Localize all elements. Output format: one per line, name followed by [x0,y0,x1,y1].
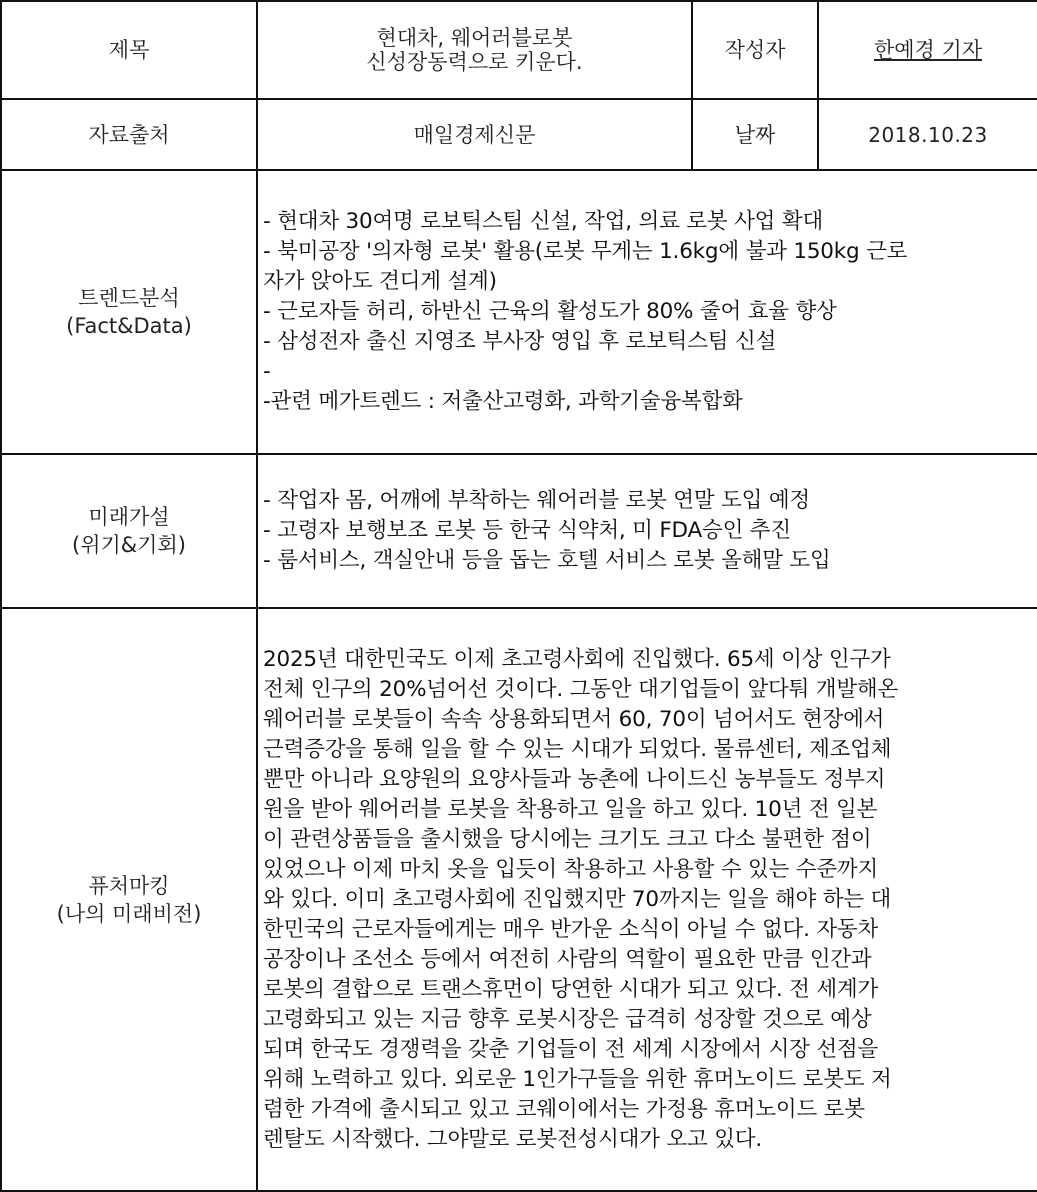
date-value: 2018.10.23 [868,122,988,147]
author-value-cell [818,1,1037,99]
trend-label: 트렌드분석 [78,286,180,310]
future-row [1,454,1037,608]
marking-line: 근력증강을 통해 일을 할 수 있는 시대가 되었다. 물류센터, 제조업체 [263,736,892,762]
marking-line: 와 있다. 이미 초고령사회에 진입했지만 70까지는 일을 해야 하는 대 [263,886,892,912]
future-line: - 룸서비스, 객실안내 등을 돕는 호텔 서비스 로봇 올해말 도입 [263,548,831,573]
marking-line: 렌탈도 시작했다. 그야말로 로봇전성시대가 오고 있다. [263,1126,762,1152]
marking-row [1,608,1037,1191]
marking-line: 원을 받아 웨어러블 로봇을 착용하고 일을 하고 있다. 10년 전 일본 [263,796,878,822]
future-line: - 작업자 몸, 어깨에 부착하는 웨어러블 로봇 연말 도입 예정 [263,488,810,513]
author-label: 작성자 [724,38,786,62]
marking-line: 2025년 대한민국도 이제 초고령사회에 진입했다. 65세 이상 인구가 [263,646,891,672]
marking-label-cell [1,608,257,1191]
source-value: 매일경제신문 [413,122,536,147]
title-row [1,1,1037,99]
future-line: - 고령자 보행보조 로봇 등 한국 식약처, 미 FDA승인 추진 [263,518,791,543]
trend-line: 자가 앉아도 견디게 설계) [263,269,497,294]
date-label-cell [692,99,818,170]
marking-line: 이 관련상품들을 출시했을 당시에는 크기도 크고 다소 불편한 점이 [263,826,872,852]
source-label: 자료출처 [88,122,170,147]
source-label-cell [1,99,257,170]
marking-line: 있었으나 이제 마치 옷을 입듯이 착용하고 사용할 수 있는 수준까지 [263,856,879,882]
future-label-cell [1,454,257,608]
marking-line: 웨어러블 로봇들이 속속 상용화되면서 60, 70이 넘어서도 현장에서 [263,706,885,732]
marking-sublabel: (나의 미래비전) [56,901,202,926]
title-value-cell [257,1,692,99]
marking-line: 렴한 가격에 출시되고 있고 코웨이에서는 가정용 휴머노이드 로봇 [263,1096,865,1122]
future-label: 미래가설 [88,505,170,529]
date-label: 날짜 [734,122,776,147]
future-content-cell [257,454,1037,608]
marking-line: 로봇의 결합으로 트랜스휴먼이 당연한 시대가 되고 있다. 전 세계가 [263,976,879,1002]
future-sublabel: (위기&기회) [72,533,186,557]
title-label: 제목 [108,38,150,62]
trend-line: - 근로자들 허리, 하반신 근육의 활성도가 80% 줄어 효율 향상 [263,299,837,324]
trend-label-cell [1,170,257,454]
marking-line: 고령화되고 있는 지금 향후 로봇시장은 급격히 성장할 것으로 예상 [263,1006,872,1032]
marking-content-cell [257,608,1037,1191]
trend-line: -관련 메가트렌드 : 저출산고령화, 과학기술융복합화 [263,389,743,414]
trend-content-cell [257,170,1037,454]
trend-line: - 현대차 30여명 로보틱스팀 신설, 작업, 의료 로봇 사업 확대 [263,209,824,234]
marking-line: 되며 한국도 경쟁력을 갖춘 기업들이 전 세계 시장에서 시장 선점을 [263,1036,879,1062]
trend-line: - [263,359,271,384]
source-row [1,99,1037,170]
marking-line: 뿐만 아니라 요양원의 요양사들과 농촌에 나이드신 농부들도 정부지 [263,766,886,792]
trend-row [1,170,1037,454]
marking-line: 공장이나 조선소 등에서 여전히 사람의 역할이 필요한 만큼 인간과 [263,946,872,972]
title-line-2: 신성장동력으로 키운다. [366,50,583,74]
marking-line: 위해 노력하고 있다. 외로운 1인가구들을 위한 휴머노이드 로봇도 저 [263,1066,892,1092]
date-value-cell [818,99,1037,170]
title-line-1: 현대차, 웨어러블로봇 [376,26,573,50]
marking-line: 한민국의 근로자들에게는 매우 반가운 소식이 아닐 수 없다. 자동차 [263,916,879,942]
source-value-cell [257,99,692,170]
title-label-cell [1,1,257,99]
marking-line: 전체 인구의 20%넘어선 것이다. 그동안 대기업들이 앞다퉈 개발해온 [263,676,899,702]
trend-line: - 삼성전자 출신 지영조 부사장 영입 후 로보틱스팀 신설 [263,329,777,354]
author-label-cell [692,1,818,99]
author-link[interactable]: 한예경 기자 [873,38,983,62]
marking-label: 퓨처마킹 [88,873,170,898]
trend-sublabel: (Fact&Data) [66,314,192,338]
trend-line: - 북미공장 '의자형 로봇' 활용(로봇 무게는 1.6kg에 불과 150kg 근로 [263,239,908,264]
